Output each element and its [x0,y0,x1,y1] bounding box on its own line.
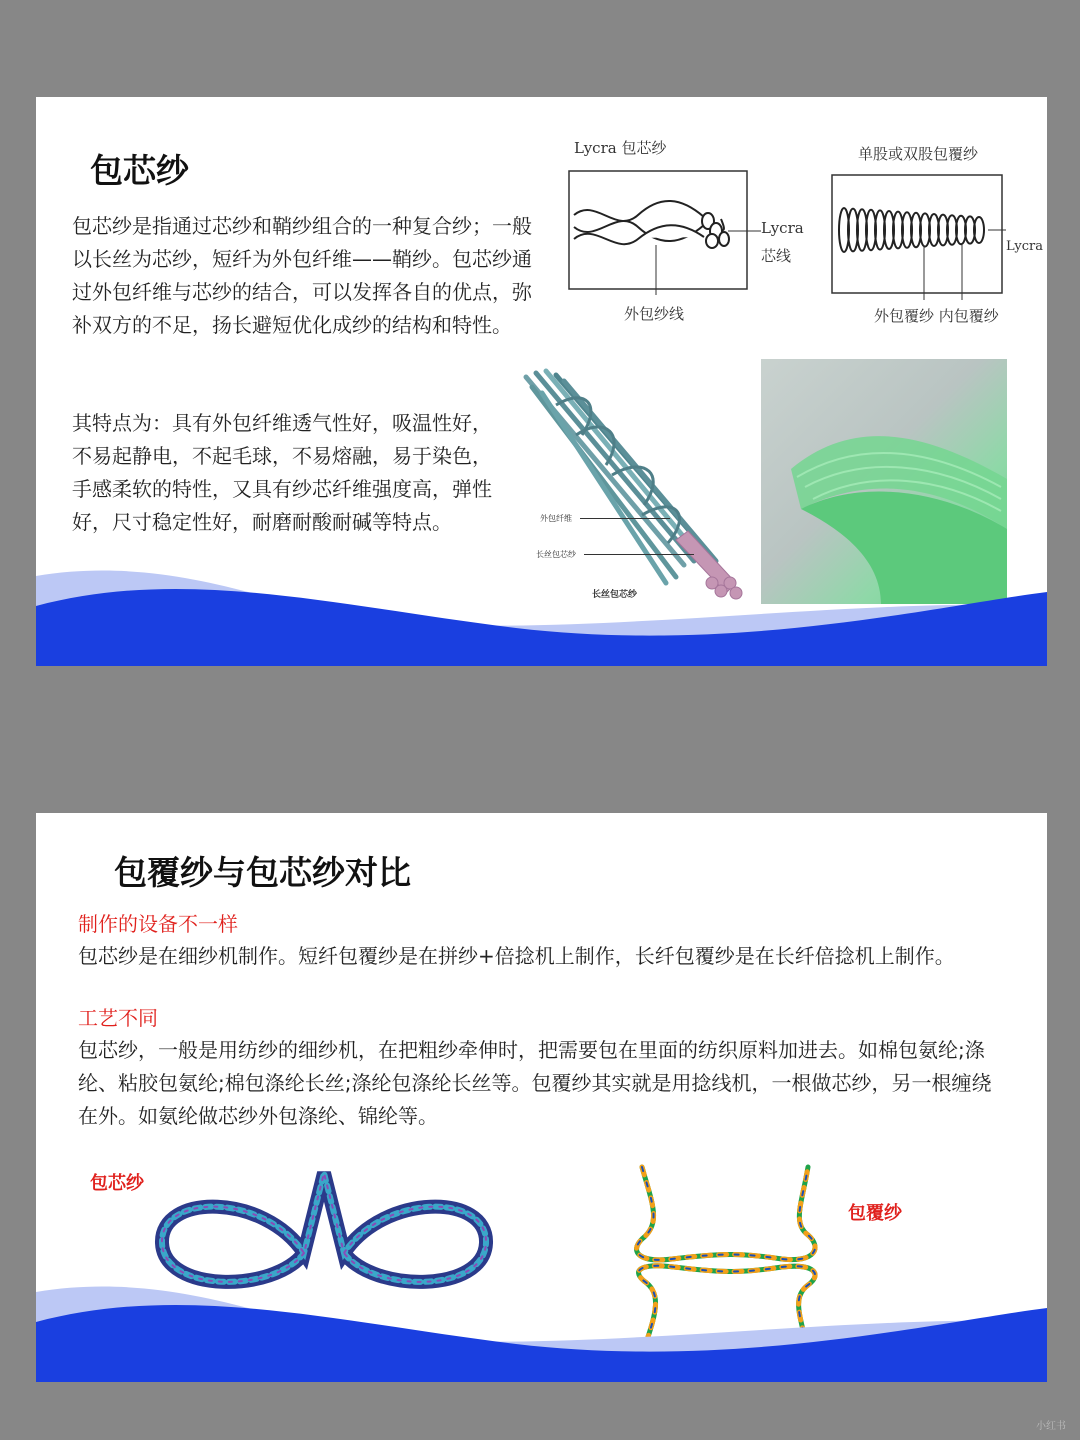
lycra-label: Lycra [761,219,804,237]
lycra-label: Lycra [1006,239,1043,254]
slide-comparison [36,813,1047,1382]
features-paragraph: 其特点为：具有外包纤维透气性好，吸温性好，不易起静电，不起毛球，不易熔融，易于染色，手感柔软的特性，又具有纱芯纤维强度高，弹性好，尺寸稳定性好，耐磨耐酸耐碱等特点。 [72,411,492,534]
outer-yarn-label: 外包纱线 [624,305,685,323]
diagram-title: 单股或双股包覆纱 [858,145,979,163]
bottom-wave-decoration [36,1252,1047,1382]
covering-yarn-labels: 外包覆纱 内包覆纱 [874,307,999,325]
slide-core-spun-yarn [36,97,1047,666]
covered-yarn-label: 包覆纱 [848,1203,902,1224]
core-label: 芯线 [761,247,792,265]
core-spun-label: 包芯纱 [90,1173,144,1194]
section-text-process: 包芯纱，一般是用纺纱的细纱机，在把粗纱牵伸时，把需要包在里面的纺织原料加进去。如棉包氨纶;涤纶、粘胶包氨纶;棉包涤纶长丝;涤纶包涤纶长丝等。包覆纱其实就是用捻线机，一根做芯纱，另一根缠绕在外。如氨纶做芯纱外包涤纶、锦纶等。 [78,1038,992,1128]
illustration-caption: 长丝包芯纱 [592,590,638,600]
core-yarn-label: 长丝包芯纱 [536,550,576,559]
page-title: 包芯纱 [90,151,189,190]
section-text-equipment: 包芯纱是在细纱机制作。短纤包覆纱是在拼纱+倍捻机上制作，长纤包覆纱是在长纤倍捻机上制作。 [78,944,955,968]
bottom-wave-decoration [36,536,1047,666]
lycra-core-spun-diagram [566,135,806,335]
watermark: 小红书 [1036,1421,1066,1432]
definition-paragraph: 包芯纱是指通过芯纱和鞘纱组合的一种复合纱；一般以长丝为芯纱，短纤为外包纤维——鞘纱。包芯纱通过外包纤维与芯纱的结合，可以发挥各自的优点，弥补双方的不足，扬长避短优化成纱的结构和特性。 [72,214,532,337]
covered-yarn-diagram [828,135,1043,335]
diagram-title: Lycra 包芯纱 [574,139,667,157]
section-heading-equipment: 制作的设备不一样 [78,912,238,936]
page-title: 包覆纱与包芯纱对比 [114,853,411,892]
section-heading-process: 工艺不同 [78,1006,158,1030]
outer-fiber-label: 外包纤维 [540,514,572,523]
